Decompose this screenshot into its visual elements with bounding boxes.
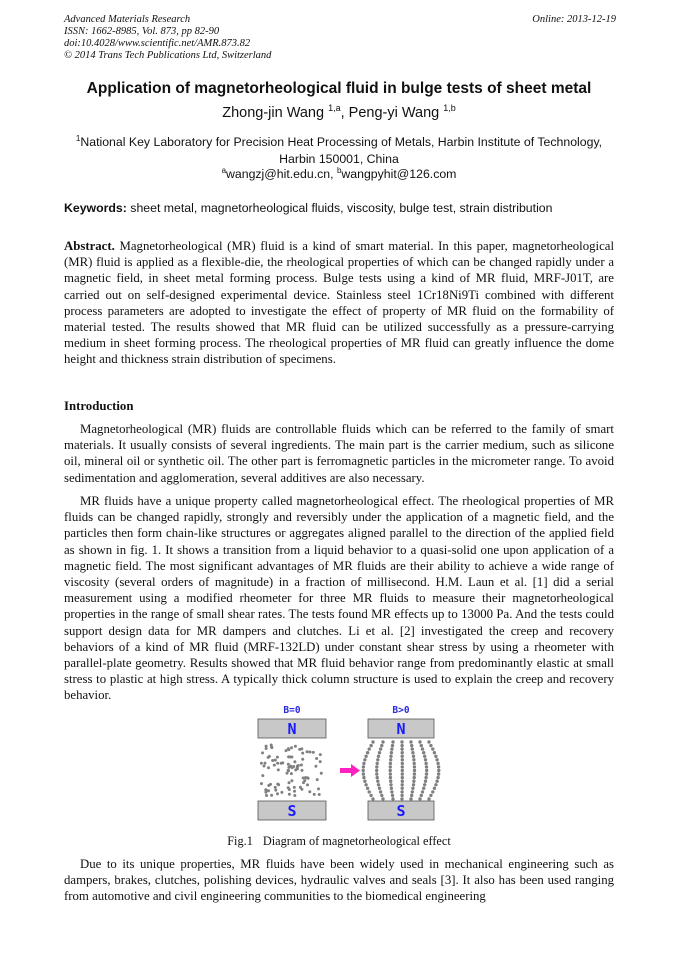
chain-particle [413,765,416,768]
chain-particle [434,755,437,758]
right-magnet-n [368,719,434,738]
chain-particle [434,783,437,786]
chain-particle [401,765,404,768]
chain-particle [362,762,365,765]
chain-particle [437,765,440,768]
affiliation-text: National Key Laboratory for Precision Heat Processing of Metals, Harbin Institute of Technology, Harbin 150001, China [80,135,603,167]
particle [293,790,296,793]
chain-particle [390,790,393,793]
left-magnet-s [258,801,326,820]
chain-particle [366,787,369,790]
keywords-label: Keywords: [64,201,127,215]
particle [286,772,289,775]
particle [296,767,299,770]
paper-title: Application of magnetorheological fluid in bulge tests of sheet metal [86,80,592,97]
chain-particle [401,755,404,758]
chain-particle [381,797,384,800]
particle [271,759,274,762]
abstract-text: Magnetorheological (MR) fluid is a kind of smart material. In this paper, magnetorheological (MR) fluid is applied as a flexible-die, the rheological properties of which can be changed rapidly under a magnetic field, in sheet metal forming process. Bulge tests using a kind of MR fluid, MRF-J01T, are carried out on self-designed experimental device. Stainless steel 1Cr18Ni9Ti combined with different process parameters are adopted to investigate the effect of property of MR fluid on the formability of material tested. The results showed that MR fluid can be utilized successfully as a pressure-carrying medium in sheet forming process. The rheological properties of MR fluid can greatly influence the dome height and thickness strain distribution of specimens. [64,239,614,367]
particle [290,746,293,749]
chain-particle [412,783,415,786]
left-magnet-n [258,719,326,738]
chain-particle [391,744,394,747]
chain-particle [389,762,392,765]
chain-particle [411,747,414,750]
chain-particle [429,794,432,797]
chain-particles [362,740,441,800]
chain-particle [437,769,440,772]
figure-caption-text: Diagram of magnetorheological effect [262,834,451,848]
chain-particle [362,765,365,768]
chain-particle [418,797,421,800]
particle [267,766,270,769]
abstract [64,238,614,368]
particle [301,752,304,755]
chain-particle [413,769,416,772]
chain-particle [436,776,439,779]
figure-caption-number: Fig.1 [227,834,253,848]
chain-particle [425,772,428,775]
chain-particle [424,776,427,779]
particle [303,779,306,782]
chain-particle [376,776,379,779]
author-2: Peng-yi Wang [348,104,440,121]
particle [265,747,268,750]
chain-particle [375,769,378,772]
paragraph-2: MR fluids have a unique property called magnetorheological effect. The rheological properties of MR fluids can be changed rapidly, strongly and reversibly under the application of a magnetic field, and the particles then form chain-like structures or aggregates aligned parallel to the direction of the applied field as shown in fig. 1. It shows a transition from a liquid behavior to a quasi-solid one upon application of a magnetic field. The most significant advantages of MR fluids are their ability to achieve a wide range of viscosity (several orders of magnitude) in a fraction of millisecond. H.M. Laun et al. [1] did a serial measurement using a modified rheometer for three MR fluids to measure their magnetorheological properties in the range of small shear rates. The tests found MR effects up to 13000 Pa. And the tests could support design data for MR dampers and clutches. Li et al. [2] investigated the creep and recovery behaviors of a kind of MR fluid (MRF-132LD) under constant shear stress by using a rheometer with parallel-plate geometry. Results showed that MR fluid behavior range from predominantly elastic at small stress to plastic at high stress. A typically thick column structure is used to explain the creep and recovery behavior. [64,494,614,703]
affiliation-sup: 1 [75,134,81,143]
chain-particle [400,790,403,793]
particle [314,765,317,768]
particle [265,794,268,797]
chain-particle [363,780,366,783]
chain-particle [420,744,423,747]
online-date: Online: 2013-12-19 [532,14,616,25]
chain-particle [413,776,416,779]
transition-arrow [340,764,360,777]
label-b-zero: B=0 [283,705,301,716]
chain-particle [369,744,372,747]
chain-particle [390,747,393,750]
email-b-sup: b [336,166,342,175]
chain-particle [433,751,436,754]
right-magnet-s [368,801,434,820]
particle [319,753,322,756]
chain-particle [378,787,381,790]
chain-particle [409,740,412,743]
particle [289,756,292,759]
particle [288,788,291,791]
journal-header [64,14,271,62]
particle [290,779,293,782]
chain-particle [364,783,367,786]
particle [319,760,322,763]
chain-particle [371,740,374,743]
chain-particle [424,758,427,761]
chain-particle [411,787,414,790]
chain-particle [368,790,371,793]
chain-particle [401,787,404,790]
chain-particle [362,769,365,772]
chain-particle [424,762,427,765]
chain-particle [376,758,379,761]
chain-particle [435,758,438,761]
keywords [64,201,624,215]
right-pole-n: N [396,720,406,738]
chain-particle [363,758,366,761]
chain-particle [389,765,392,768]
particle [267,789,270,792]
chain-particle [366,751,369,754]
chain-particle [411,751,414,754]
particle [288,781,291,784]
particle [293,794,296,797]
particle [264,762,267,765]
chain-particle [401,772,404,775]
particle [298,748,301,751]
chain-particle [413,772,416,775]
particle [264,788,267,791]
particle [315,757,318,760]
section-heading-introduction: Introduction [64,399,134,413]
doi-line[interactable]: doi:10.4028/www.scientific.net/AMR.873.82 [64,38,251,49]
particle [276,783,279,786]
chain-particle [423,783,426,786]
chain-particle [375,772,378,775]
keywords-text: sheet metal, magnetorheological fluids, viscosity, bulge test, strain distribution [130,201,553,215]
left-pole-s: S [287,802,297,820]
chain-particle [401,776,404,779]
particle [260,762,263,765]
chain-particle [364,755,367,758]
particle [287,763,290,766]
author-2-sup: 1,b [443,103,456,113]
chain-particle [429,744,432,747]
paragraph-3: Due to its unique properties, MR fluids have been widely used in mechanical engineering such as dampers, brakes, clutches, polishing devices, hydraulic valves and seals [3]. It also has been used ranging from automotive and civil engineering communities to the biomedical engineering [64,857,614,904]
chain-particle [390,787,393,790]
chain-particle [362,776,365,779]
chain-particle [401,758,404,761]
particle [276,756,279,759]
chain-particle [378,751,381,754]
chain-particle [409,797,412,800]
copyright-line: © 2014 Trans Tech Publications Ltd, Switzerland [64,50,272,61]
chain-particle [425,769,428,772]
chain-particle [377,755,380,758]
email-a-sup: a [221,166,227,175]
particle [320,772,323,775]
abstract-label: Abstract. [64,239,115,253]
chain-particle [380,744,383,747]
chain-particle [412,755,415,758]
particle [309,751,312,754]
chain-particle [380,794,383,797]
particle [274,759,277,762]
chain-particle [427,740,430,743]
chain-particle [401,780,404,783]
particle [301,769,304,772]
particle [306,783,309,786]
particle [270,744,273,747]
chain-particle [389,780,392,783]
chain-particle [422,751,425,754]
chain-particle [400,744,403,747]
chain-particle [431,747,434,750]
particle [276,762,279,765]
chain-particle [435,780,438,783]
random-particles [260,744,323,798]
chain-particle [412,758,415,761]
chain-particle [410,794,413,797]
particle [260,782,263,785]
particle [299,786,302,789]
chain-particle [391,740,394,743]
chain-particle [381,740,384,743]
chain-particle [423,755,426,758]
particle [304,776,307,779]
particle [290,772,293,775]
journal-name: Advanced Materials Research [64,14,191,25]
particle [268,755,271,758]
email-a[interactable]: wangzj@hit.edu.cn, [226,167,334,182]
particle [280,762,283,765]
chain-particle [375,765,378,768]
particle [267,784,270,787]
particle [293,760,296,763]
chain-particle [410,744,413,747]
chain-particle [401,751,404,754]
particle [308,790,311,793]
chain-particle [400,740,403,743]
chain-particle [418,740,421,743]
particle [317,787,320,790]
chain-particle [401,783,404,786]
author-1-sup: 1,a [328,103,341,113]
particle [288,793,291,796]
particle [306,750,309,753]
particle [294,745,297,748]
particle [318,793,321,796]
particle [313,793,316,796]
chain-particle [421,747,424,750]
left-pole-n: N [287,720,297,738]
chain-particle [379,790,382,793]
chain-particle [369,794,372,797]
particle [273,764,276,767]
chain-particle [389,783,392,786]
particle [274,786,277,789]
figure-caption [0,834,678,849]
chain-particle [411,790,414,793]
author-1: Zhong-jin Wang [222,104,325,121]
chain-particle [412,780,415,783]
email-b[interactable]: wangpyhit@126.com [341,167,457,182]
particle [301,758,304,761]
chain-particle [389,758,392,761]
chain-particle [436,762,439,765]
chain-particle [425,765,428,768]
author-list: Zhong-jin Wang $^{1,a}$, Peng-yi Wang $^{1,b}$ [222,103,456,121]
particle [277,768,280,771]
chain-particle [401,769,404,772]
paragraph-1: Magnetorheological (MR) fluids are controllable fluids which can be referred to the family of smart materials. It usually consists of several ingredients. The main part is the carrier medium, such as silicone oil, mineral oil or synthetic oil. The other part is ferromagnetic particles in the micrometer range. To avoid sedimentation and agglomeration, several additives are also necessary. [64,422,614,485]
chain-particle [391,797,394,800]
chain-particle [391,794,394,797]
particle [291,766,294,769]
chain-particle [400,797,403,800]
chain-particle [368,747,371,750]
chain-particle [390,751,393,754]
chain-particle [389,769,392,772]
particle [270,794,273,797]
particle [261,751,264,754]
chain-particle [433,787,436,790]
chain-particle [431,790,434,793]
chain-particle [389,776,392,779]
label-b-positive: B>0 [392,705,410,716]
chain-particle [437,772,440,775]
chain-particle [400,747,403,750]
particle [287,747,290,750]
particle [276,792,279,795]
email-line [0,166,678,181]
right-pole-s: S [396,802,406,820]
chain-particle [362,772,365,775]
particle [316,778,319,781]
particle [274,789,277,792]
chain-particle [377,783,380,786]
chain-particle [420,794,423,797]
chain-particle [389,755,392,758]
mr-effect-diagram [250,702,450,824]
chain-particle [422,787,425,790]
particle [300,764,303,767]
chain-particle [400,794,403,797]
issn-line: ISSN: 1662-8985, Vol. 873, pp 82-90 [64,26,220,37]
particle [280,791,283,794]
particle [261,774,264,777]
chain-particle [421,790,424,793]
chain-particle [371,797,374,800]
chain-particle [427,797,430,800]
affiliation [60,130,618,168]
particle [293,786,296,789]
chain-particle [376,780,379,783]
particle [312,751,315,754]
chain-particle [401,762,404,765]
chain-particle [376,762,379,765]
chain-particle [424,780,427,783]
particle [287,769,290,772]
chain-particle [389,772,392,775]
chain-particle [413,762,416,765]
chain-particle [379,747,382,750]
particle [263,765,266,768]
